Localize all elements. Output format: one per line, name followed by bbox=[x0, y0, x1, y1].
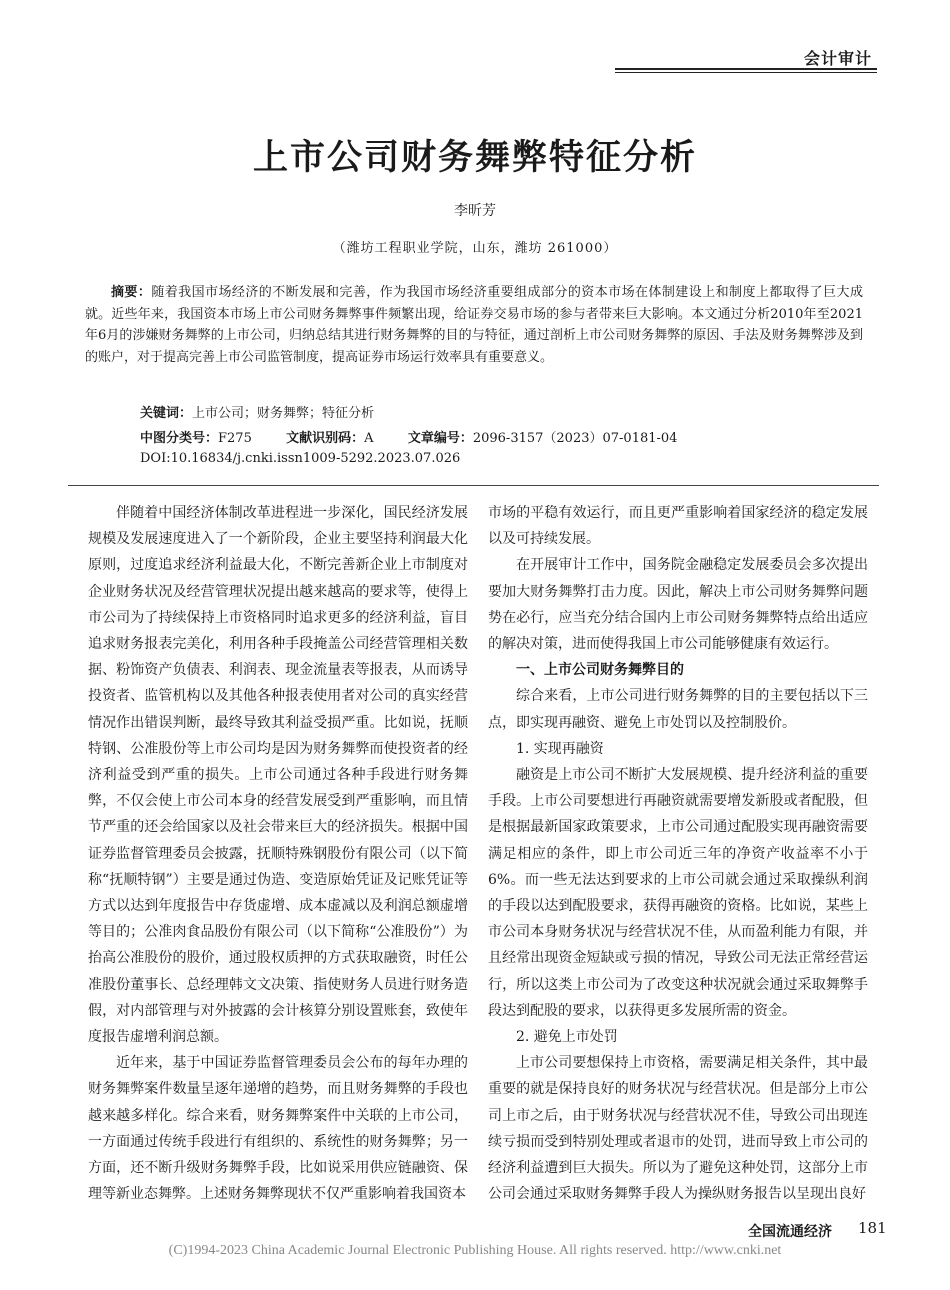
body-paragraph: 在开展审计工作中，国务院金融稳定发展委员会多次提出要加大财务舞弊打击力度。因此，解决上市公司财务舞弊问题势在必行，应当充分结合国内上市公司财务舞弊特点给出适应的解决对策，进而使得我国上市公司能够健康有效运行。 bbox=[488, 557, 868, 653]
footer-journal-name: 全国流通经济 bbox=[748, 1224, 832, 1240]
abstract-text: 随着我国市场经济的不断发展和完善，作为我国市场经济重要组成部分的资本市场在体制建设上和制度上都取得了巨大成就。近些年来，我国资本市场上市公司财务舞弊事件频繁出现，给证券交易市场的参与者带来巨大影响。本文通过分析2010年至2021年6月的涉嫌财务舞弊的上市公司，归纳总结其进行财务舞弊的目的与特征，通过剖析上市公司财务舞弊的原因、手法及财务舞弊涉及到的账户，对于提高完善上市公司监管制度，提高证券市场运行效率具有重要意义。 bbox=[85, 285, 863, 365]
body-column-right bbox=[488, 500, 868, 1207]
clc-value: F275 bbox=[218, 431, 252, 446]
article-id-value: 2096-3157（2023）07-0181-04 bbox=[472, 431, 678, 446]
classification-line bbox=[140, 427, 677, 446]
body-paragraph: 伴随着中国经济体制改革进程进一步深化，国民经济发展规模及发展速度进入了一个新阶段，企业主要坚持利润最大化原则，过度追求经济利益最大化，不断完善新企业上市制度对企业财务状况及经营管理状况提出越来越高的要求等，使得上市公司为了持续保持上市资格同时追求更多的经济利益，盲目追求财务报表完美化，利用各种手段掩盖公司经营管理相关数据、粉饰资产负债表、利润表、现金流量表等报表，从而诱导投资者、监管机构以及其他各种报表使用者对公司的真实经营情况作出错误判断，最终导致其利益受损严重。比如说，抚顺特钢、公准股份等上市公司均是因为财务舞弊而使投资者的经济利益受到严重的损失。上市公司通过各种手段进行财务舞弊，不仅会使上市公司本身的经营发展受到严重影响，而且情节严重的还会给国家以及社会带来巨大的经济损失。根据中国证券监督管理委员会披露，抚顺特殊钢股份有限公司（以下简称“抚顺特钢”）主要是通过伪造、变造原始凭证及记账凭证等方式以达到年度报告中存货虚增、成本虚减以及利润总额虚增等目的；公准肉食品股份有限公司（以下简称“公准股份”）为抬高公准股份的股价，通过股权质押的方式获取融资，时任公准股份董事长、总经理韩文文决策、指使财务人员进行财务造假，对内部管理与对外披露的会计核算分别设置账套，致使年度报告虚增利润总额。 bbox=[88, 505, 468, 1046]
section-divider bbox=[68, 485, 879, 486]
clc-label: 中图分类号： bbox=[140, 431, 219, 446]
subsection-heading: 2. 避免上市处罚 bbox=[516, 1029, 618, 1046]
author-name: 李昕芳 bbox=[454, 203, 496, 219]
keywords-line bbox=[140, 402, 374, 421]
body-paragraph: 融资是上市公司不断扩大发展规模、提升经济利益的重要手段。上市公司要想进行再融资就需要增发新股或者配股，但是根据最新国家政策要求，上市公司通过配股实现再融资需要满足相应的条件，即上市公司近三年的净资产收益率不小于6%。而一些无法达到要求的上市公司就会通过采取操纵利润的手段以达到配股要求，获得再融资的资格。比如说，某些上市公司本身财务状况与经营状况不佳，从而盈利能力有限，并且经常出现资金短缺或亏损的情况，导致公司无法正常经营运行，所以这类上市公司为了改变这种状况就会通过采取舞弊手段达到配股的要求，以获得更多发展所需的资金。 bbox=[488, 767, 868, 1019]
header-rule bbox=[615, 68, 877, 70]
body-paragraph: 综合来看，上市公司进行财务舞弊的目的主要包括以下三点，即实现再融资、避免上市处罚以及控制股价。 bbox=[488, 688, 868, 731]
doi-link[interactable]: DOI:10.16834/j.cnki.issn1009-5292.2023.07.026 bbox=[140, 451, 461, 466]
journal-section-tag: 会计审计 bbox=[803, 49, 872, 68]
doc-code-value: A bbox=[364, 431, 374, 446]
keywords-text: 上市公司；财务舞弊；特征分析 bbox=[192, 406, 375, 421]
copyright-notice: (C)1994-2023 China Academic Journal Electronic Publishing House. All rights reserved. http://www.cnki.net bbox=[168, 1243, 782, 1258]
subsection-heading: 1. 实现再融资 bbox=[516, 740, 604, 757]
body-paragraph: 上市公司要想保持上市资格，需要满足相关条件，其中最重要的就是保持良好的财务状况与经营状况。但是部分上市公司上市之后，由于财务状况与经营状况不佳，导致公司出现连续亏损而受到特别处理或者退市的处罚，进而导致上市公司的经济利益遭到巨大损失。所以为了避免这种处罚，这部分上市公司会通过采取财务舞弊手段人为操纵财务报告以呈现出良好 bbox=[488, 1055, 868, 1203]
page-number: 181 bbox=[858, 1219, 887, 1237]
article-id-label: 文章编号： bbox=[407, 431, 473, 446]
body-paragraph: 市场的平稳有效运行，而且更严重影响着国家经济的稳定发展以及可持续发展。 bbox=[488, 505, 868, 548]
header-rule-thin bbox=[615, 72, 877, 73]
author-affiliation: （潍坊工程职业学院，山东，潍坊 261000） bbox=[332, 241, 618, 256]
abstract-block bbox=[85, 282, 863, 368]
body-paragraph: 近年来，基于中国证券监督管理委员会公布的每年办理的财务舞弊案件数量呈逐年递增的趋势，而且财务舞弊的手段也越来越多样化。综合来看，财务舞弊案件中关联的上市公司，一方面通过传统手段进行有组织的、系统性的财务舞弊；另一方面，还不断升级财务舞弊手段，比如说采用供应链融资、保理等新业态舞弊。上述财务舞弊现状不仅严重影响着我国资本 bbox=[88, 1055, 468, 1203]
keywords-label: 关键词： bbox=[140, 406, 193, 421]
abstract-label: 摘要： bbox=[111, 285, 152, 300]
section-heading: 一、上市公司财务舞弊目的 bbox=[516, 662, 684, 679]
doc-code-label: 文献识别码： bbox=[286, 431, 365, 446]
body-column-left bbox=[88, 500, 468, 1207]
article-title: 上市公司财务舞弊特征分析 bbox=[252, 138, 697, 178]
